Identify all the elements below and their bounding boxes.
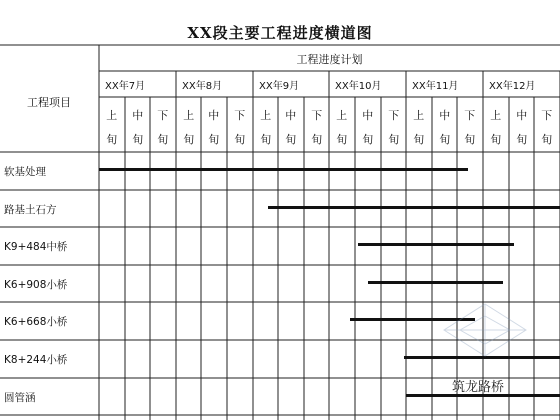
- period-label-bottom: 旬: [285, 133, 297, 146]
- period-label-bottom: 旬: [336, 133, 348, 146]
- period-label-top: 中: [132, 109, 144, 122]
- period-label-top: 下: [311, 109, 323, 122]
- period-label-bottom: 旬: [413, 133, 425, 146]
- period-label-top: 下: [541, 109, 553, 122]
- month-label: XX年11月: [412, 81, 459, 92]
- period-label-top: 中: [439, 109, 451, 122]
- schedule-bar: [368, 281, 504, 284]
- period-label-top: 中: [362, 109, 374, 122]
- month-label: XX年7月: [105, 81, 146, 92]
- schedule-bar: [268, 206, 560, 209]
- watermark-logo-icon: [440, 300, 530, 370]
- month-label: XX年12月: [489, 81, 536, 92]
- row-label: K6+908小桥: [4, 278, 68, 291]
- row-label: 路基土石方: [4, 203, 57, 216]
- period-label-bottom: 旬: [260, 133, 272, 146]
- period-label-bottom: 旬: [208, 133, 220, 146]
- period-label-bottom: 旬: [106, 133, 118, 146]
- schedule-bar: [358, 243, 514, 246]
- row-label: K6+668小桥: [4, 315, 68, 328]
- page-title: XX段主要工程进度横道图: [187, 24, 373, 42]
- period-label-bottom: 旬: [311, 133, 323, 146]
- period-label-top: 下: [388, 109, 400, 122]
- row-label: K8+244小桥: [4, 353, 68, 366]
- period-label-top: 中: [285, 109, 297, 122]
- period-label-bottom: 旬: [439, 133, 451, 146]
- period-label-top: 下: [464, 109, 476, 122]
- period-label-top: 上: [336, 109, 348, 122]
- row-label: K9+484中桥: [4, 240, 68, 253]
- period-label-top: 上: [183, 109, 195, 122]
- period-label-bottom: 旬: [157, 133, 169, 146]
- period-label-top: 下: [157, 109, 169, 122]
- item-column-header: 工程项目: [27, 96, 71, 109]
- row-label: 圆管涵: [4, 391, 36, 404]
- period-label-bottom: 旬: [464, 133, 476, 146]
- period-label-bottom: 旬: [132, 133, 144, 146]
- month-label: XX年8月: [182, 81, 223, 92]
- watermark-text: 筑龙路桥: [452, 380, 505, 395]
- period-label-bottom: 旬: [388, 133, 400, 146]
- row-label: 软基处理: [4, 165, 46, 178]
- period-label-bottom: 旬: [234, 133, 246, 146]
- month-label: XX年10月: [335, 81, 382, 92]
- period-label-bottom: 旬: [516, 133, 528, 146]
- month-label: XX年9月: [259, 81, 300, 92]
- period-label-bottom: 旬: [183, 133, 195, 146]
- schedule-bar: [99, 168, 468, 171]
- plan-header: 工程进度计划: [296, 53, 363, 66]
- period-label-top: 中: [208, 109, 220, 122]
- period-label-bottom: 旬: [362, 133, 374, 146]
- period-label-top: 上: [106, 109, 118, 122]
- period-label-top: 上: [490, 109, 502, 122]
- period-label-top: 中: [516, 109, 528, 122]
- period-label-top: 下: [234, 109, 246, 122]
- period-label-bottom: 旬: [490, 133, 502, 146]
- period-label-bottom: 旬: [541, 133, 553, 146]
- period-label-top: 上: [413, 109, 425, 122]
- period-label-top: 上: [260, 109, 272, 122]
